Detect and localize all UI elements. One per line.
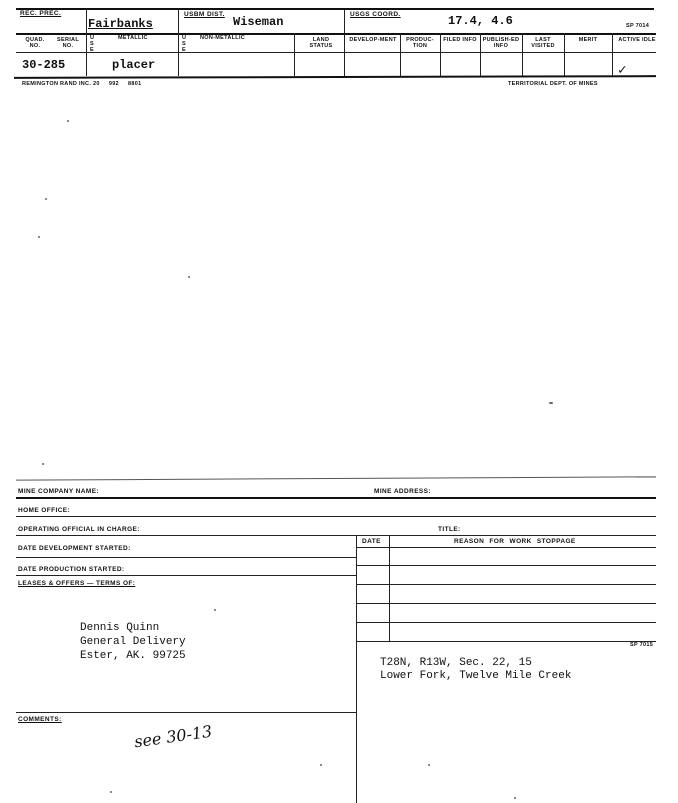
usbm-dist-label: USBM DIST.	[184, 11, 225, 18]
development-label: DEVELOP-MENT	[349, 37, 397, 43]
operating-official-label: OPERATING OFFICIAL IN CHARGE:	[18, 526, 140, 533]
active-idle-label: ACTIVE IDLE	[618, 37, 656, 43]
last-visited-label: LAST VISITED	[531, 37, 555, 49]
reason-stoppage-label: REASON FOR WORK STOPPAGE	[454, 538, 576, 545]
home-office-label: HOME OFFICE:	[18, 507, 71, 514]
metallic-value: placer	[112, 58, 156, 72]
active-check-mark: ✓	[618, 63, 627, 79]
production-label: PRODUC-TION	[406, 37, 434, 49]
usbm-dist-value: Wiseman	[233, 15, 284, 29]
usgs-coord-label: USGS COORD.	[350, 11, 401, 18]
location-line-2: Lower Fork, Twelve Mile Creek	[380, 670, 572, 682]
address-line-2: General Delivery	[80, 636, 186, 648]
bottom-form-number: SP 7015	[630, 642, 654, 648]
date-column-label: DATE	[362, 538, 381, 545]
filed-info-label: FILED INFO	[443, 37, 477, 43]
leases-offers-label: LEASES & OFFERS — TERMS OF:	[18, 580, 136, 587]
land-status-label: LAND STATUS	[309, 37, 333, 49]
location-line-1: T28N, R13W, Sec. 22, 15	[380, 657, 532, 669]
quad-serial-value: 30-285	[22, 58, 66, 72]
comments-label: COMMENTS:	[18, 716, 62, 723]
serial-no-label: SERIAL NO.	[57, 37, 79, 49]
non-metallic-label: NON-METALLIC	[200, 35, 246, 41]
handwritten-comment: see 30-13	[133, 721, 214, 752]
address-line-3: Ester, AK. 99725	[80, 650, 186, 662]
printer-imprint: REMINGTON RAND INC. 20 992 8801	[22, 81, 142, 87]
quad-no-label: QUAD. NO.	[25, 37, 45, 49]
use-nonmetal-label: U S E	[182, 35, 187, 53]
mine-company-name-label: MINE COMPANY NAME:	[18, 488, 99, 495]
published-info-label: PUBLISH-ED INFO	[482, 37, 520, 49]
merit-label: MERIT	[578, 37, 598, 43]
form-number: SP 7014	[626, 23, 650, 29]
department-imprint: TERRITORIAL DEPT. OF MINES	[508, 81, 598, 87]
mine-address-label: MINE ADDRESS:	[374, 488, 431, 495]
rec-prec-label: REC. PREC.	[20, 10, 62, 17]
title-label: TITLE:	[438, 526, 461, 533]
usgs-coord-value: 17.4, 4.6	[448, 14, 513, 28]
rec-prec-value: Fairbanks	[88, 17, 153, 31]
use-metal-label: U S E	[90, 35, 95, 53]
address-line-1: Dennis Quinn	[80, 622, 160, 634]
date-development-started-label: DATE DEVELOPMENT STARTED:	[18, 545, 131, 552]
date-production-started-label: DATE PRODUCTION STARTED:	[18, 566, 125, 573]
metallic-label: METALLIC	[118, 35, 148, 41]
